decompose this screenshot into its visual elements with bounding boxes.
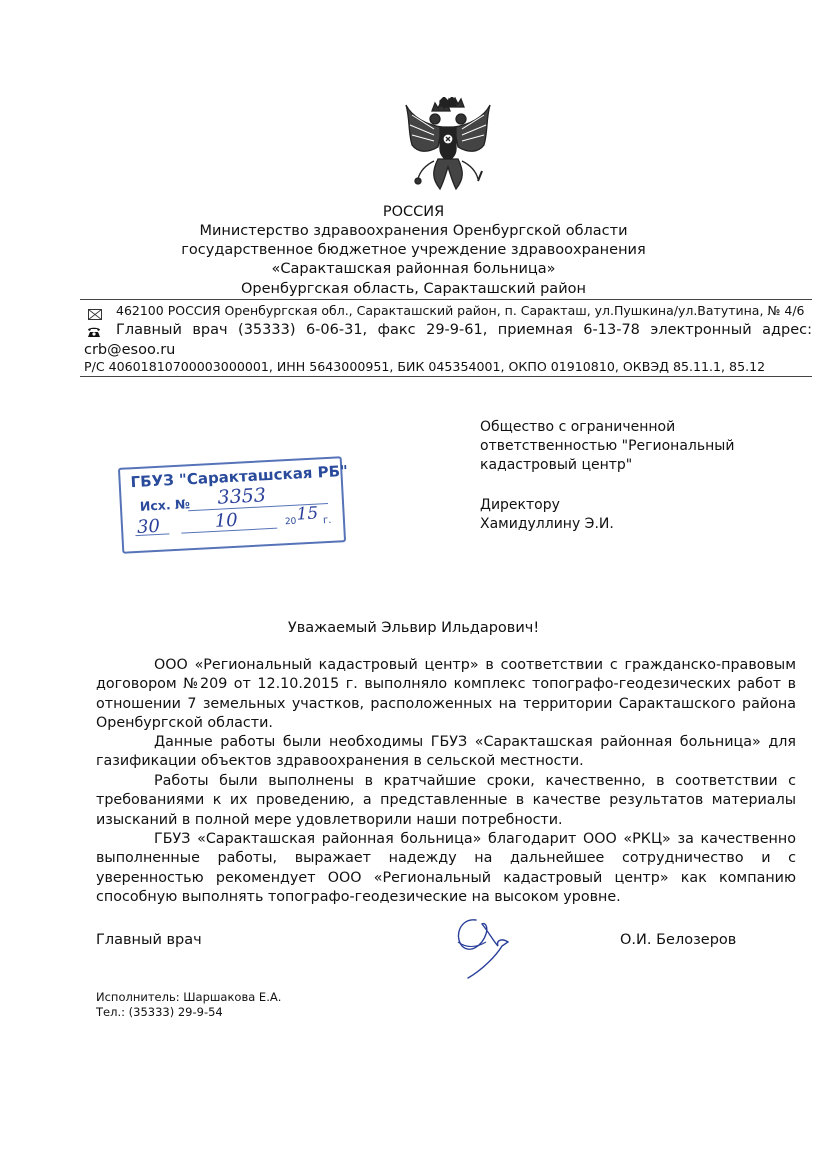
recipient-name: Хамидуллину Э.И.	[480, 516, 614, 532]
stamp-year-end: г.	[322, 514, 332, 527]
paragraph-4: ГБУЗ «Саракташская районная больница» благодарит ООО «РКЦ» за качественно выполненные работы, выражает надежду на дальнейшее сотрудничество и с уверенностью рекомендует ООО «Региональный кадастровый центр» как компанию способную выполнять топографо-геодезические на высоком уровне.	[96, 831, 796, 905]
executor-phone: Тел.: (35333) 29-9-54	[96, 1005, 223, 1019]
stamp-out-label: Исх. №	[139, 496, 191, 514]
requisites-address: 462100 РОССИЯ Оренбургская обл., Саракташский район, п. Саракташ, ул.Пушкина/ул.Ватутина, № 4/6	[116, 303, 805, 318]
envelope-icon	[88, 305, 102, 316]
stamp-year-prefix: 20	[284, 516, 297, 528]
recipient-org-line-2: ответственностью "Региональный	[480, 438, 735, 454]
recipient-org-line-3: кадастровый центр"	[480, 457, 633, 473]
stamp-year-suffix: 15	[296, 503, 319, 525]
requisites-email: crb@esoo.ru	[84, 342, 176, 358]
header-divider	[80, 299, 812, 300]
recipient-org-line-1: Общество с ограниченной	[480, 419, 676, 435]
institution-location: Оренбургская область, Саракташский район	[241, 281, 586, 297]
paragraph-3: Работы были выполнены в кратчайшие сроки, качественно, в соответствии с требованиями к их проведению, а представленные в качестве результатов материалы изысканий в полной мере удовлетворили наши потребности.	[96, 773, 796, 828]
paragraph-2: Данные работы были необходимы ГБУЗ «Саракташская районная больница» для газификации объектов здравоохранения в сельской местности.	[96, 734, 796, 770]
requisites-phones: Главный врач (35333) 6-06-31, факс 29-9-61, приемная 6-13-78 электронный адрес:	[116, 322, 812, 338]
telephone-icon	[87, 323, 101, 335]
requisites-divider	[80, 376, 812, 377]
executor-name: Исполнитель: Шаршакова Е.А.	[96, 990, 282, 1004]
paragraph-1: ООО «Региональный кадастровый центр» в соответствии с гражданско-правовым договором №209 от 12.10.2015 г. выполняло комплекс топографо-геодезических работ в отношении 7 земельных участков, расположенных на территории Саракташского района Оренбургской области.	[96, 657, 796, 731]
country-title: РОССИЯ	[382, 204, 445, 220]
requisites-bank: Р/С 40601810700003000001, ИНН 5643000951, БИК 045354001, ОКПО 01910810, ОКВЭД 85.11.1, 85.12	[84, 359, 766, 374]
stamp-month: 10	[214, 509, 239, 532]
handwritten-signature	[446, 912, 516, 984]
institution-type: государственное бюджетное учреждение здравоохранения	[181, 242, 646, 258]
outgoing-registration-stamp	[118, 456, 349, 554]
institution-name: «Саракташская районная больница»	[271, 261, 556, 277]
coat-of-arms-emblem-icon	[402, 97, 494, 197]
signature-position: Главный врач	[96, 932, 202, 948]
stamp-title: ГБУЗ "Саракташская РБ"	[130, 461, 349, 492]
stamp-day: 30	[136, 515, 161, 538]
salutation: Уважаемый Эльвир Ильдарович!	[287, 620, 540, 636]
recipient-position: Директору	[480, 497, 560, 513]
ministry-name: Министерство здравоохранения Оренбургской области	[199, 223, 628, 239]
stamp-out-number: 3353	[217, 484, 267, 509]
signature-name: О.И. Белозеров	[620, 932, 737, 948]
